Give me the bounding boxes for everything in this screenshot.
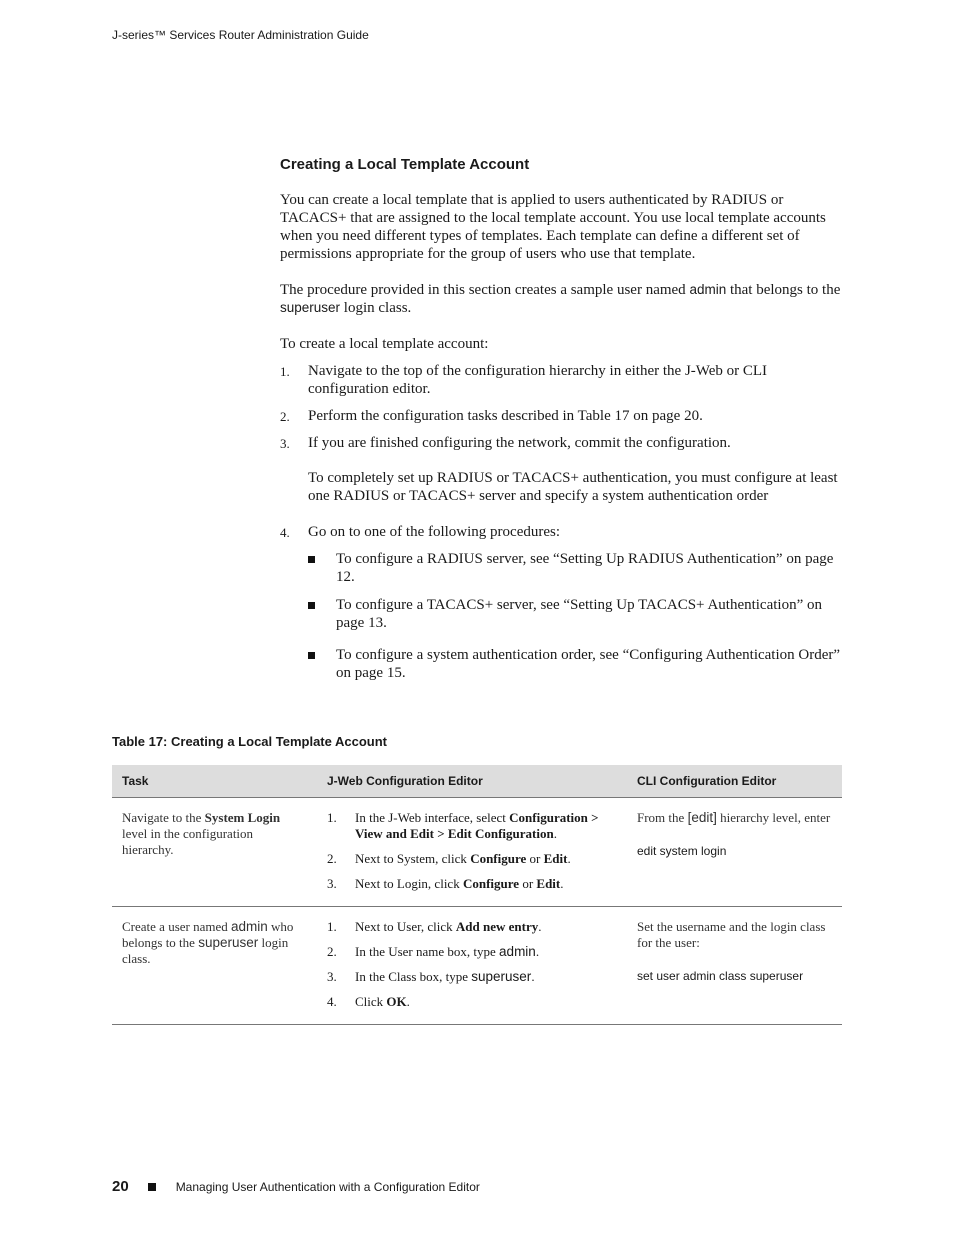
page-number: 20 xyxy=(112,1178,129,1195)
step-2 xyxy=(280,407,844,425)
section-title: Creating a Local Template Account xyxy=(280,156,530,173)
cli-command: edit system login xyxy=(637,844,727,858)
table-caption: Table 17: Creating a Local Template Account xyxy=(112,734,387,749)
jweb-step: 3. In the Class box, type superuser. xyxy=(327,969,535,984)
page-footer xyxy=(112,1178,480,1195)
procedure-paragraph: The procedure provided in this section creates a sample user named admin that belongs to the superuser login class. xyxy=(280,282,841,316)
step-number: 4. xyxy=(280,525,290,540)
section-content xyxy=(280,156,844,692)
square-bullet-icon xyxy=(308,652,315,659)
config-table xyxy=(112,765,842,1025)
column-header-cli: CLI Configuration Editor xyxy=(627,765,842,798)
square-bullet-icon xyxy=(308,556,315,563)
table-header-row xyxy=(112,765,842,798)
link-auth-order[interactable]: To configure a system authentication order, see “Configuring Authentication Order” on page 15. xyxy=(308,646,844,682)
square-bullet-icon xyxy=(148,1183,156,1191)
jweb-cell xyxy=(317,907,627,1025)
procedure-steps xyxy=(280,362,844,682)
task-cell: Create a user named admin who belongs to the superuser login class. xyxy=(112,907,317,1025)
step-4: 4. Go on to one of the following procedures: To configure a RADIUS server, see “Setting Up RADIUS Authentication” on page 12. To configure a TACACS+ server, see “Setting Up TACACS+ Authentication” on page 13. To configure a system authentication order, see “Configuring Authentication Order” on page 15. xyxy=(280,523,844,682)
step-1: 1. Navigate to the top of the configuration hierarchy in either the J-Web or CLI configuration editor. xyxy=(280,363,768,397)
running-header: J-series™ Services Router Administration Guide xyxy=(112,28,369,42)
link-radius[interactable]: To configure a RADIUS server, see “Setting Up RADIUS Authentication” on page 12. xyxy=(308,550,844,586)
cli-cell: Set the username and the login class for the user: set user admin class superuser xyxy=(627,907,842,1025)
square-bullet-icon xyxy=(308,602,315,609)
class-code: superuser xyxy=(280,300,341,315)
step-number: 2. xyxy=(280,409,290,424)
cli-command: set user admin class superuser xyxy=(637,969,804,983)
cli-cell: From the [edit] hierarchy level, enter edit system login xyxy=(627,798,842,907)
link-tacacs[interactable]: To configure a TACACS+ server, see “Setting Up TACACS+ Authentication” on page 13. xyxy=(308,596,844,632)
step-3-note: To completely set up RADIUS or TACACS+ authentication, you must configure at least one RADIUS or TACACS+ server and specify a system authentication order xyxy=(308,470,838,504)
table-row xyxy=(112,907,842,1025)
column-header-task: Task xyxy=(112,765,317,798)
step-number: 1. xyxy=(280,364,290,379)
step-number: 3. xyxy=(280,436,290,451)
jweb-step: 1. Next to User, click Add new entry. xyxy=(327,919,542,934)
jweb-step: 1. In the J-Web interface, select Configuration > View and Edit > Edit Configuration. xyxy=(327,810,599,841)
jweb-step: 2. Next to System, click Configure or Edit. xyxy=(327,851,571,866)
steps-intro: To create a local template account: xyxy=(280,336,489,352)
jweb-step: 3. Next to Login, click Configure or Edit. xyxy=(327,876,564,891)
jweb-step: 2. In the User name box, type admin. xyxy=(327,944,540,959)
jweb-cell xyxy=(317,798,627,907)
table-row xyxy=(112,798,842,907)
step-3: 3. If you are finished configuring the network, commit the configuration. To completely set up RADIUS or TACACS+ authentication, you must configure at least one RADIUS or TACACS+ server and specify a system authentication order xyxy=(280,434,844,505)
column-header-jweb: J-Web Configuration Editor xyxy=(317,765,627,798)
procedure-links xyxy=(308,550,844,682)
chapter-title: Managing User Authentication with a Configuration Editor xyxy=(175,1179,480,1194)
intro-paragraph: You can create a local template that is applied to users authenticated by RADIUS or TACACS+ that are assigned to the local template account. You use local template accounts when you need different types of templates. Each template can define a different set of permissions appropriate for the group of users who use that template. xyxy=(280,192,826,262)
task-cell: Navigate to the System Login level in the configuration hierarchy. xyxy=(112,798,317,907)
jweb-step: 4. Click OK. xyxy=(327,994,410,1009)
username-code: admin xyxy=(689,282,727,297)
table-reference: Perform the configuration tasks described in Table 17 on page 20. xyxy=(308,408,703,424)
